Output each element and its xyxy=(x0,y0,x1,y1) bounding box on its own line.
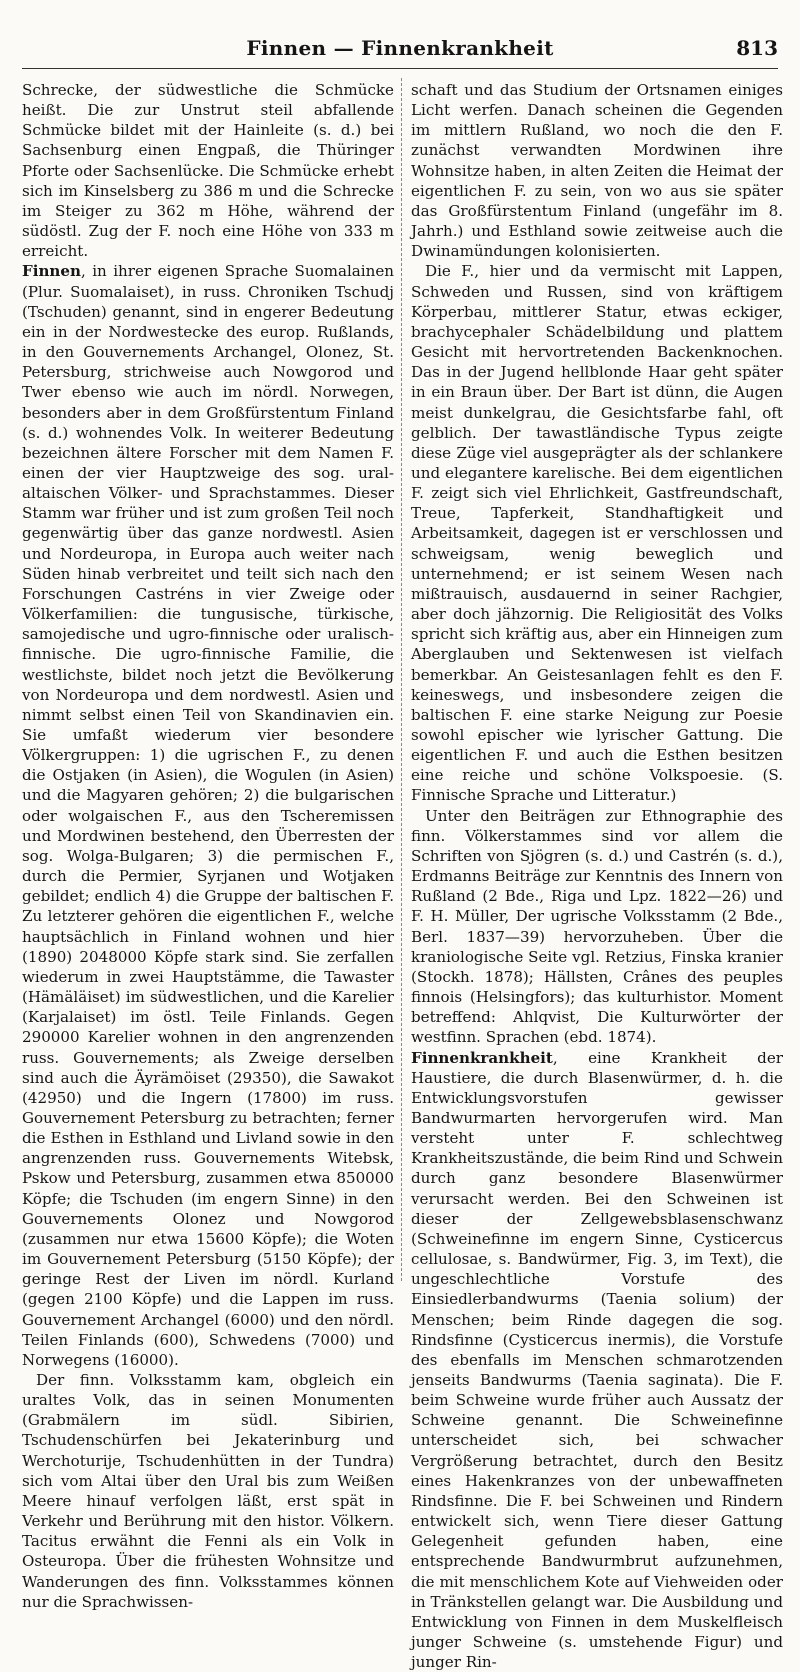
entry-finnenkrankheit xyxy=(411,1048,783,1672)
column-divider xyxy=(401,78,402,1281)
paragraph: Die F., hier und da vermischt mit Lappen, Schweden und Russen, sind von kräftigem Körperbau, mittlerer Statur, etwas eckiger, brachycephaler Schädelbildung und plattem Gesicht mit hervortretenden Backenknochen. Das in der Jugend hellblonde Haar geht später in ein Braun über. Der Bart ist dünn, die Augen meist dunkelgrau, die Gesichtsfarbe fahl, oft gelblich. Der tawastländische Typus zeigte diese Züge viel ausgeprägter als der schlankere und elegantere karelische. Bei dem eigentlichen F. zeigt sich viel Ehrlichkeit, Gastfreundschaft, Treue, Tapferkeit, Standhaftigkeit und Arbeitsamkeit, dagegen ist er verschlossen und schweigsam, wenig beweglich und unternehmend; er ist seinem Wesen nach mißtrauisch, ausdauernd in seiner Rachgier, aber doch jähzornig. Die Religiosität des Volks spricht sich kräftig aus, aber ein Hinneigen zum Aberglauben und Sektenwesen ist vielfach bemerkbar. An Geistesanlagen fehlt es den F. keineswegs, und insbesondere zeigen die baltischen F. eine starke Neigung zur Poesie sowohl epischer wie lyrischer Gattung. Die eigentlichen F. und auch die Esthen besitzen eine reiche und schöne Volkspoesie. (S. Finnische Sprache und Litteratur.) xyxy=(411,261,783,805)
page-header xyxy=(22,34,778,69)
running-title: Finnen — Finnenkrankheit xyxy=(22,36,778,60)
left-column xyxy=(22,80,394,1280)
entry-headword: Finnen xyxy=(22,262,81,280)
paragraph: Der finn. Volksstamm kam, obgleich ein uraltes Volk, das in seinen Monumenten (Grabmälern im südl. Sibirien, Tschudenschürfen bei Jekaterinburg und Werchoturije, Tschudenhütten in der Tundra) sich vom Altai über den Ural bis zum Weißen Meere hinauf verfolgen läßt, erst spät in Verkehr und Berührung mit den histor. Völkern. Tacitus erwähnt die Fenni als ein Volk in Osteuropa. Über die frühesten Wohnsitze und Wanderungen des finn. Volksstammes können nur die Sprachwissen- xyxy=(22,1370,394,1612)
entry-text: , eine Krankheit der Haustiere, die durch Blasenwürmer, d. h. die Entwicklungsvorstufen gewisser Bandwurmarten hervorgerufen wird. Man versteht unter F. schlechtweg Krankheitszustände, die beim Rind und Schwein durch ganz besondere Blasenwürmer verursacht werden. Bei den Schweinen ist dieser der Zellgewebsblasenschwanz (Schweinefinne im engern Sinne, Cysticercus cellulosae, s. Bandwürmer, Fig. 3, im Text), die ungeschlechtliche Vorstufe des Einsiedlerbandwurms (Taenia solium) der Menschen; beim Rinde dagegen die sog. Rindsfinne (Cysticercus inermis), die Vorstufe des ebenfalls im Menschen schmarotzenden jenseits Bandwurms (Taenia saginata). Die F. beim Schweine wurde früher auch Aussatz der Schweine genannt. Die Schweinefinne unterscheidet sich, bei schwacher Vergrößerung betrachtet, durch den Besitz eines Hakenkranzes von der unbewaffneten Rindsfinne. Die F. bei Schweinen und Rindern entwickelt sich, wenn Tiere dieser Gattung Gelegenheit gefunden haben, eine entsprechende Bandwurmbrut aufzunehmen, die mit menschlichem Kote auf Viehweiden oder in Tränkstellen gelangt war. Die Ausbildung und Entwicklung von Finnen in dem Muskelfleisch junger Schweine (s. umstehende Figur) und junger Rin- xyxy=(411,1049,783,1672)
page-number: 813 xyxy=(736,36,778,60)
paragraph-continuation: schaft und das Studium der Ortsnamen einiges Licht werfen. Danach scheinen die Gegenden im mittlern Rußland, wo noch die den F. zunächst verwandten Mordwinen ihre Wohnsitze haben, in alten Zeiten die Heimat der eigentlichen F. zu sein, von wo aus sie später das Großfürstentum Finland (ungefähr im 8. Jahrh.) und Esthland sowie zeitweise auch die Dwinamündungen kolonisierten. xyxy=(411,80,783,261)
paragraph-continuation: Schrecke, der südwestliche die Schmücke heißt. Die zur Unstrut steil abfallende Schmücke bildet mit der Hainleite (s. d.) bei Sachsenburg einen Engpaß, die Thüringer Pforte oder Sachsenlücke. Die Schmücke erhebt sich im Kinselsberg zu 386 m und die Schrecke im Steiger zu 362 m Höhe, während der südöstl. Zug der F. noch eine Höhe von 333 m erreicht. xyxy=(22,80,394,261)
paragraph: Unter den Beiträgen zur Ethnographie des finn. Völkerstammes sind vor allem die Schriften von Sjögren (s. d.) und Castrén (s. d.), Erdmanns Beiträge zur Kenntnis des Innern von Rußland (2 Bde., Riga und Lpz. 1822—26) und F. H. Müller, Der ugrische Volksstamm (2 Bde., Berl. 1837—39) hervorzuheben. Über die kraniologische Seite vgl. Retzius, Finska kranier (Stockh. 1878); Hällsten, Crânes des peuples finnois (Helsingfors); das kulturhistor. Moment betreffend: Ahlqvist, Die Kulturwörter der westfinn. Sprachen (ebd. 1874). xyxy=(411,806,783,1048)
entry-text: , in ihrer eigenen Sprache Suomalainen (Plur. Suomalaiset), in russ. Chroniken Tschudj (Tschuden) genannt, sind in engerer Bedeutung ein in der Nordwestecke des europ. Rußlands, in den Gouvernements Archangel, Olonez, St. Petersburg, strichweise auch Nowgorod und Twer ebenso wie auch im nördl. Norwegen, besonders aber in dem Großfürstentum Finland (s. d.) wohnendes Volk. In weiterer Bedeutung bezeichnen ältere Forscher mit dem Namen F. einen der vier Hauptzweige des sog. ural-altaischen Völker- und Sprachstammes. Dieser Stamm war früher und ist zum großen Teil noch gegenwärtig über das ganze nordwestl. Asien und Nordeuropa, in Europa auch weiter nach Süden hinab verbreitet und teilt sich nach den Forschungen Castréns in vier Zweige oder Völkerfamilien: die tungusische, türkische, samojedische und ugro-finnische oder uralisch-finnische. Die ugro-finnische Familie, die westlichste, bildet noch jetzt die Bevölkerung von Nordeuropa und dem nordwestl. Asien und nimmt selbst einen Teil von Skandinavien ein. Sie umfaßt wiederum vier besondere Völkergruppen: 1) die ugrischen F., zu denen die Ostjaken (in Asien), die Wogulen (in Asien) und die Magyaren gehören; 2) die bulgarischen oder wolgaischen F., aus den Tscheremissen und Mordwinen bestehend, den Überresten der sog. Wolga-Bulgaren; 3) die permischen F., durch die Permier, Syrjanen und Wotjaken gebildet; endlich 4) die Gruppe der baltischen F. Zu letzterer gehören die eigentlichen F., welche hauptsächlich in Finland wohnen und hier (1890) 2048000 Köpfe stark sind. Sie zerfallen wiederum in zwei Hauptstämme, die Tawaster (Hämäläiset) im südwestlichen, und die Karelier (Karjalaiset) im östl. Teile Finlands. Gegen 290000 Karelier wohnen in den angrenzenden russ. Gouvernements; als Zweige derselben sind auch die Äyrämöiset (29350), die Sawakot (42950) und die Ingern (17800) im russ. Gouvernement Petersburg zu betrachten; ferner die Esthen in Esthland und Livland sowie in den angrenzenden russ. Gouvernements Witebsk, Pskow und Petersburg, zusammen etwa 850000 Köpfe; die Tschuden (im engern Sinne) in den Gouvernements Olonez und Nowgorod (zusammen nur etwa 15600 Köpfe); die Woten im Gouvernement Petersburg (5150 Köpfe); der geringe Rest der Liven im nördl. Kurland (gegen 2100 Köpfe) und die Lappen im russ. Gouvernement Archangel (6000) und den nördl. Teilen Finlands (600), Schwedens (7000) und Norwegens (16000). xyxy=(22,262,394,1368)
entry-finnen xyxy=(22,261,394,1370)
right-column xyxy=(411,80,783,1280)
entry-headword: Finnenkrankheit xyxy=(411,1049,553,1067)
